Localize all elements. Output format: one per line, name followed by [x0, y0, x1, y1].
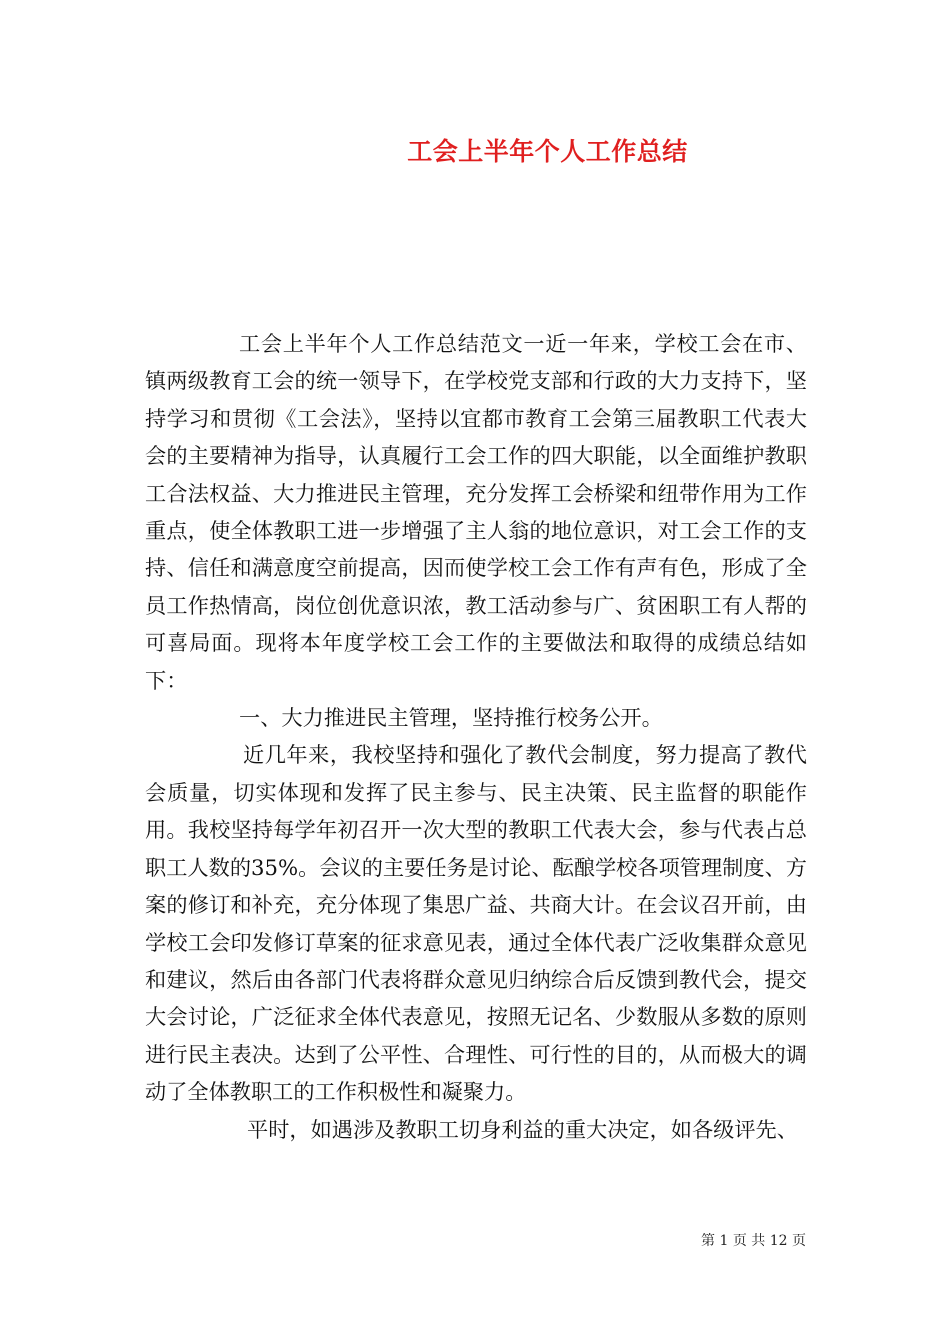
page-number: 第 1 页 共 12 页	[701, 1233, 806, 1249]
document-title: 工会上半年个人工作总结	[407, 137, 688, 166]
section-heading-1: 一、大力推进民主管理，坚持推行校务公开。	[239, 705, 663, 731]
paragraph-democratic-management: 近几年来，我校坚持和强化了教代会制度，努力提高了教代会质量，切实体现和发挥了民主参与、民主决策、民主监督的职能作用。我校坚持每学年初召开一次大型的教职工代表大会，参与代表占总职工人数的35%。会议的主要任务是讨论、酝酿学校各项管理制度、方案的修订和补充，充分体现了集思广益、共商大计。在会议召开前，由学校工会印发修订草案的征求意见表，通过全体代表广泛收集群众意见和建议，然后由各部门代表将群众意见归纳综合后反馈到教代会，提交大会讨论，广泛征求全体代表意见，按照无记名、少数服从多数的原则进行民主表决。达到了公平性、合理性、可行性的目的，从而极大的调动了全体教职工的工作积极性和凝聚力。	[145, 742, 807, 1105]
paragraph-continued: 平时，如遇涉及教职工切身利益的重大决定，如各级评先、	[247, 1116, 798, 1142]
paragraph-intro: 工会上半年个人工作总结范文一近一年来，学校工会在市、镇两级教育工会的统一领导下，在学校党支部和行政的大力支持下，坚持学习和贯彻《工会法》，坚持以宜都市教育工会第三届教职工代表大会的主要精神为指导，认真履行工会工作的四大职能，以全面维护教职工合法权益、大力推进民主管理，充分发挥工会桥梁和纽带作用为工作重点，使全体教职工进一步增强了主人翁的地位意识，对工会工作的支持、信任和满意度空前提高，因而使学校工会工作有声有色，形成了全员工作热情高，岗位创优意识浓，教工活动参与广、贫困职工有人帮的可喜局面。现将本年度学校工会工作的主要做法和取得的成绩总结如下：	[145, 331, 807, 693]
document-body	[145, 325, 807, 1148]
